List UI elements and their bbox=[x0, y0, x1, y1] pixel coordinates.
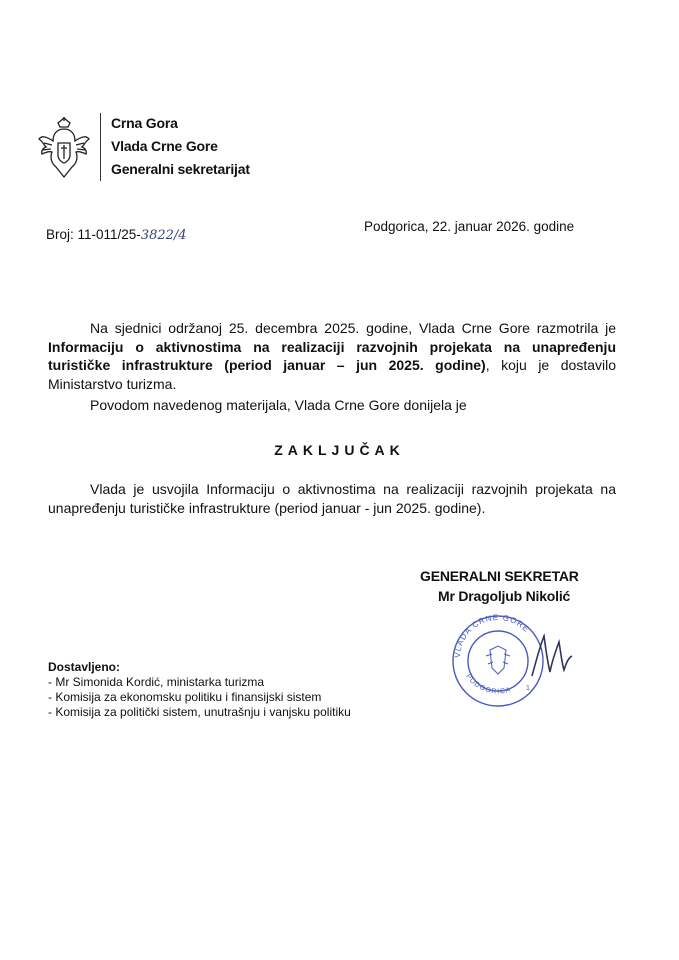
handwritten-signature bbox=[532, 636, 572, 676]
place-date: Podgorica, 22. januar 2026. godine bbox=[364, 219, 575, 234]
paragraph-decision-intro: Povodom navedenog materijala, Vlada Crne Gore donijela je bbox=[90, 397, 467, 413]
paragraph-session-start: Na sjednici održanoj 25. decembra 2025. godine, Vlada Crne Gore razmotrila je bbox=[90, 320, 616, 336]
svg-text:VLADA CRNE GORE bbox=[453, 613, 531, 658]
stamp-text-top: VLADA CRNE GORE bbox=[452, 612, 532, 659]
distribution-item: - Mr Simonida Kordić, ministarka turizma bbox=[48, 675, 265, 689]
signature-name: Mr Dragoljub Nikolić bbox=[438, 588, 571, 604]
official-stamp bbox=[440, 606, 580, 714]
paragraph-session bbox=[48, 319, 616, 393]
header-country: Crna Gora bbox=[111, 115, 178, 131]
stamp-text-bottom: PODGORICA bbox=[464, 672, 513, 696]
montenegro-coat-of-arms-icon bbox=[38, 117, 90, 179]
stamp-number: 1 bbox=[526, 685, 530, 692]
header-divider bbox=[100, 113, 101, 181]
paragraph-session-subject: Informaciju o aktivnostima na realizaciji razvojnih projekata na unapređenju turističke infrastrukture (period januar – jun 2025. godine) bbox=[48, 338, 616, 373]
paragraph-conclusion: Vlada je usvojila Informaciju o aktivnostima na realizaciji razvojnih projekata na unapređenju turističke infrastrukture (period januar - jun 2025. godine). bbox=[48, 481, 616, 516]
header-government: Vlada Crne Gore bbox=[111, 138, 218, 154]
handwritten-number: 3822/4 bbox=[140, 228, 187, 243]
svg-text:PODGORICA bbox=[464, 673, 512, 696]
reference-number bbox=[46, 227, 187, 243]
paragraph-session-end: , koju je dostavilo Ministarstvo turizma. bbox=[48, 357, 616, 392]
signature-title: GENERALNI SEKRETAR bbox=[420, 568, 579, 584]
distribution-title: Dostavljeno: bbox=[48, 660, 121, 674]
distribution-item: - Komisija za ekonomsku politiku i finansijski sistem bbox=[48, 690, 322, 704]
reference-label: Broj: 11-011/25- bbox=[46, 227, 141, 242]
distribution-item: - Komisija za politički sistem, unutrašnju i vanjsku politiku bbox=[48, 705, 351, 719]
header-secretariat: Generalni sekretarijat bbox=[111, 161, 250, 177]
conclusion-heading: ZAKLJUČAK bbox=[274, 442, 405, 458]
